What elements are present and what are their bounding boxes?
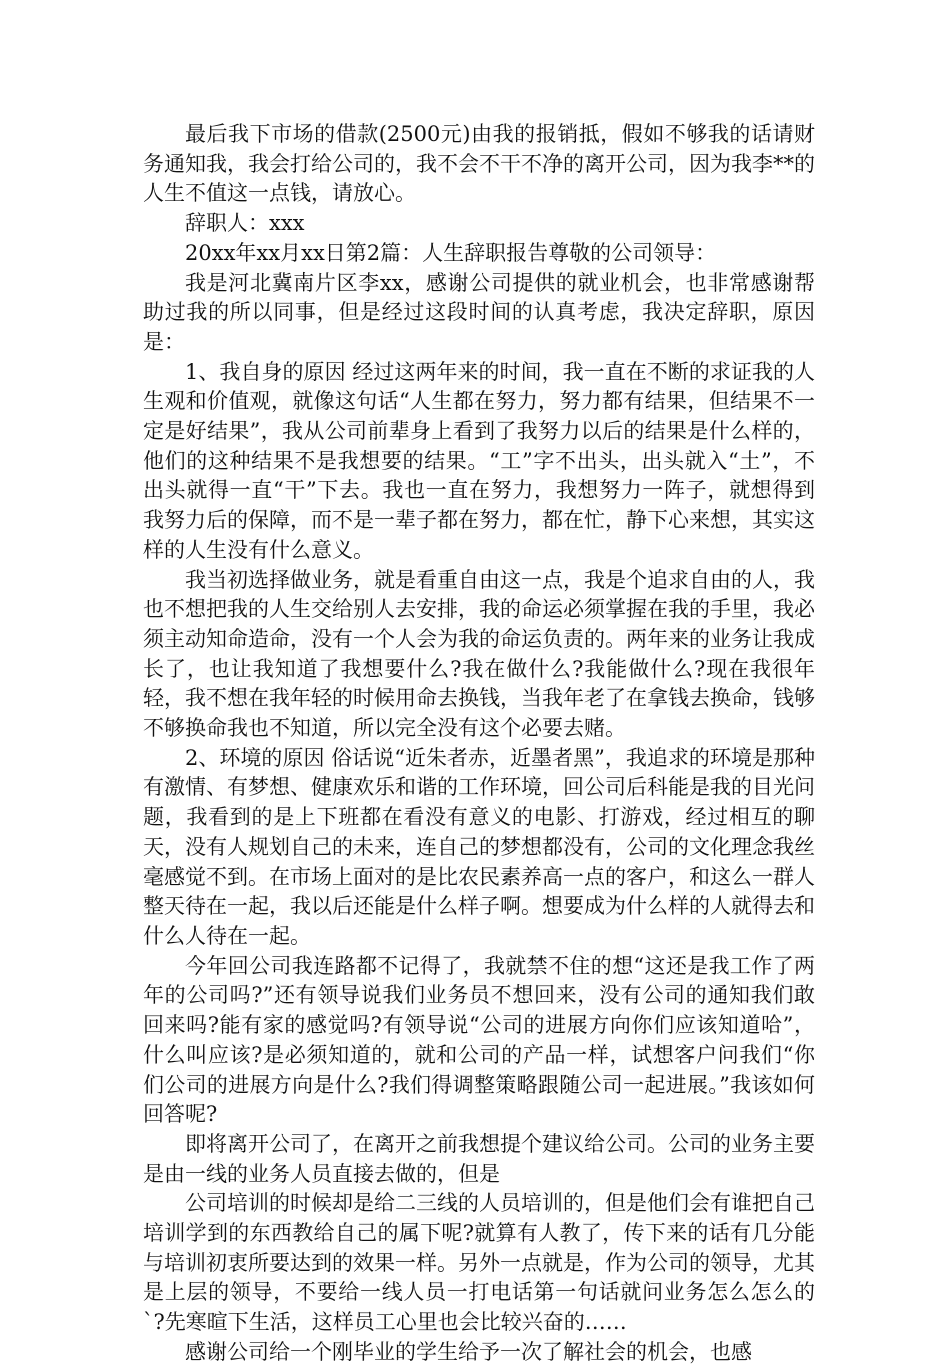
paragraph-date-heading: 20xx年xx月xx日第2篇：人生辞职报告尊敬的公司领导： xyxy=(185,240,717,265)
paragraph-freedom: 我当初选择做业务，就是看重自由这一点，我是个追求自由的人，我也不想把我的人生交给别人去安排，我的命运必须掌握在我的手里，我必须主动知命造命，没有一个人会为我的命运负责的。两年来的业务让我成长了，也让我知道了我想要什么?我在做什么?我能做什么?现在我很年轻，我不想在我年轻的时候用命去换钱，当我年老了在拿钱去换命，钱够不够换命我也不知道，所以完全没有这个必要去赌。 xyxy=(143,567,815,741)
paragraph-reason-personal: 1、我自身的原因 经过这两年来的时间，我一直在不断的求证我的人生观和价值观，就像这句话“人生都在努力，努力都有结果，但结果不一定是好结果”，我从公司前辈身上看到了我努力以后的结果是什么样的，他们的这种结果不是我想要的结果。“工”字不出头，出头就入“土”，不出头就得一直“干”下去。我也一直在努力，我想努力一阵子，就想得到我努力后的保障，而不是一辈子都在努力，都在忙，静下心来想，其实这样的人生没有什么意义。 xyxy=(143,359,815,562)
paragraph-resigner: 辞职人：xxx xyxy=(185,211,305,236)
document-body xyxy=(143,120,815,1368)
paragraph-suggestion: 即将离开公司了，在离开之前我想提个建议给公司。公司的业务主要是由一线的业务人员直接去做的，但是 xyxy=(143,1131,815,1186)
paragraph-loan-reimbursement: 最后我下市场的借款(2500元)由我的报销抵，假如不够我的话请财务通知我，我会打给公司的，我不会不干不净的离开公司，因为我李**的人生不值这一点钱，请放心。 xyxy=(143,122,815,206)
paragraph-thanks: 感谢公司给一个刚毕业的学生给予一次了解社会的机会，也感 xyxy=(185,1339,752,1364)
paragraph-introduction: 我是河北冀南片区李xx，感谢公司提供的就业机会，也非常感谢帮助过我的所以同事，但是经过这段时间的认真考虑，我决定辞职，原因是： xyxy=(143,270,815,354)
paragraph-training: 公司培训的时候却是给二三线的人员培训的，但是他们会有谁把自己培训学到的东西教给自己的属下呢?就算有人教了，传下来的话有几分能与培训初衷所要达到的效果一样。另外一点就是，作为公司的领导，尤其是上层的领导，不要给一线人员一打电话第一句话就问业务怎么怎么的`?先寒暄下生活，这样员工心里也会比较兴奋的…… xyxy=(143,1191,815,1335)
paragraph-reason-environment: 2、环境的原因 俗话说“近朱者赤，近墨者黑”，我追求的环境是那种有激情、有梦想、健康欢乐和谐的工作环境，回公司后科能是我的目光问题，我看到的是上下班都在看没有意义的电影、打游戏，经过相互的聊天，没有人规划自己的未来，连自己的梦想都没有，公司的文化理念我丝毫感觉不到。在市场上面对的是比农民素养高一点的客户，和这么一群人整天待在一起，我以后还能是什么样子啊。想要成为什么样的人就得去和什么人待在一起。 xyxy=(143,745,815,948)
paragraph-return-company: 今年回公司我连路都不记得了，我就禁不住的想“这还是我工作了两年的公司吗?”还有领导说我们业务员不想回来，没有公司的通知我们敢回来吗?能有家的感觉吗?有领导说“公司的进展方向你们应该知道哈”，什么叫应该?是必须知道的，就和公司的产品一样，试想客户问我们“你们公司的进展方向是什么?我们得调整策略跟随公司一起进展。”我该如何回答呢? xyxy=(143,953,815,1127)
